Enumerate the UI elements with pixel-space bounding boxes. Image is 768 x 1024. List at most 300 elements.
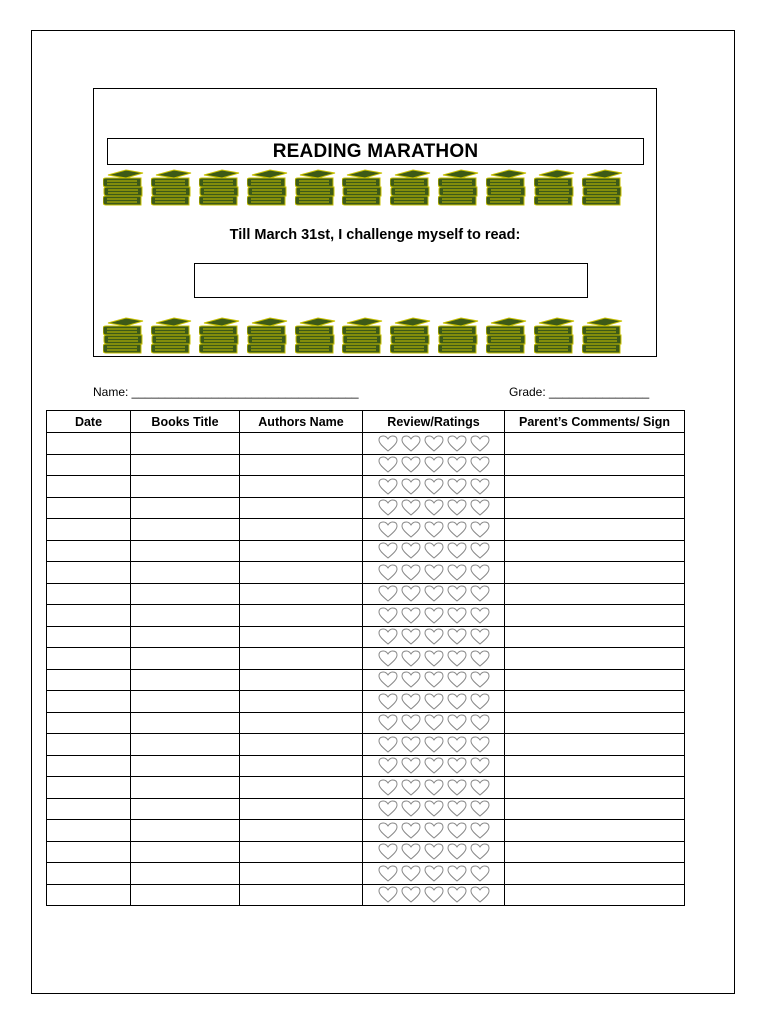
review-ratings-cell[interactable]: [363, 777, 505, 799]
books-title-cell[interactable]: [131, 454, 240, 476]
authors-name-cell[interactable]: [240, 497, 363, 519]
heart-rating-icon[interactable]: [424, 585, 444, 602]
table-row: [47, 476, 685, 498]
heart-rating-icon[interactable]: [470, 800, 490, 817]
authors-name-cell[interactable]: [240, 626, 363, 648]
review-ratings-cell[interactable]: [363, 712, 505, 734]
heart-rating-icon[interactable]: [447, 456, 467, 473]
heart-rating-icon[interactable]: [470, 478, 490, 495]
heart-rating-icon[interactable]: [470, 822, 490, 839]
heart-rating-icon[interactable]: [401, 843, 421, 860]
books-title-cell[interactable]: [131, 798, 240, 820]
review-ratings-cell[interactable]: [363, 626, 505, 648]
heart-rating-icon[interactable]: [401, 757, 421, 774]
table-row: [47, 433, 685, 455]
book-stack-icon: [103, 169, 144, 207]
heart-rating-group: [363, 498, 504, 519]
book-stack-icon: [582, 169, 623, 207]
parents-comments-cell[interactable]: [505, 540, 685, 562]
table-row: [47, 841, 685, 863]
book-stack-icon: [486, 317, 527, 355]
table-row: [47, 626, 685, 648]
heart-rating-icon[interactable]: [401, 521, 421, 538]
heart-rating-icon[interactable]: [401, 542, 421, 559]
heart-rating-icon[interactable]: [378, 628, 398, 645]
heart-rating-icon[interactable]: [447, 542, 467, 559]
table-row: [47, 497, 685, 519]
heart-rating-icon[interactable]: [401, 628, 421, 645]
date-cell[interactable]: [47, 583, 131, 605]
authors-name-cell[interactable]: [240, 669, 363, 691]
heart-rating-icon[interactable]: [447, 435, 467, 452]
authors-name-cell[interactable]: [240, 433, 363, 455]
heart-rating-icon[interactable]: [401, 714, 421, 731]
review-ratings-cell[interactable]: [363, 755, 505, 777]
date-cell[interactable]: [47, 712, 131, 734]
heart-rating-icon[interactable]: [470, 671, 490, 688]
heart-rating-icon[interactable]: [378, 542, 398, 559]
parents-comments-cell[interactable]: [505, 669, 685, 691]
heart-rating-icon[interactable]: [470, 714, 490, 731]
review-ratings-cell[interactable]: [363, 497, 505, 519]
authors-name-cell[interactable]: [240, 841, 363, 863]
parents-comments-cell[interactable]: [505, 712, 685, 734]
authors-name-cell[interactable]: [240, 712, 363, 734]
heart-rating-icon[interactable]: [378, 671, 398, 688]
heart-rating-icon[interactable]: [447, 585, 467, 602]
challenge-text: Till March 31st, I challenge myself to read:: [229, 227, 521, 243]
heart-rating-icon[interactable]: [447, 607, 467, 624]
heart-rating-icon[interactable]: [424, 822, 444, 839]
books-title-cell[interactable]: [131, 712, 240, 734]
table-row: [47, 519, 685, 541]
heart-rating-icon[interactable]: [378, 456, 398, 473]
heart-rating-icon[interactable]: [447, 499, 467, 516]
authors-name-cell[interactable]: [240, 562, 363, 584]
heart-rating-icon[interactable]: [470, 456, 490, 473]
book-stack-icon: [486, 169, 527, 207]
books-title-cell[interactable]: [131, 433, 240, 455]
books-title-cell[interactable]: [131, 605, 240, 627]
table-row: [47, 562, 685, 584]
heart-rating-icon[interactable]: [401, 564, 421, 581]
date-cell[interactable]: [47, 626, 131, 648]
heart-rating-icon[interactable]: [378, 800, 398, 817]
book-stack-icon: [438, 317, 479, 355]
heart-rating-icon[interactable]: [447, 671, 467, 688]
books-title-cell[interactable]: [131, 884, 240, 906]
heart-rating-group: [363, 562, 504, 583]
books-title-cell[interactable]: [131, 669, 240, 691]
book-stack-icon: [390, 317, 431, 355]
table-row: [47, 755, 685, 777]
heart-rating-icon[interactable]: [424, 671, 444, 688]
heart-rating-group: [363, 433, 504, 454]
heart-rating-icon[interactable]: [424, 456, 444, 473]
book-stack-icon: [199, 317, 240, 355]
heart-rating-icon[interactable]: [470, 779, 490, 796]
table-row: [47, 583, 685, 605]
heart-rating-icon[interactable]: [424, 865, 444, 882]
parents-comments-cell[interactable]: [505, 605, 685, 627]
heart-rating-icon[interactable]: [447, 521, 467, 538]
heart-rating-icon[interactable]: [424, 800, 444, 817]
parents-comments-cell[interactable]: [505, 433, 685, 455]
heart-rating-group: [363, 734, 504, 755]
heart-rating-group: [363, 627, 504, 648]
heart-rating-icon[interactable]: [424, 478, 444, 495]
date-cell[interactable]: [47, 540, 131, 562]
parents-comments-cell[interactable]: [505, 454, 685, 476]
heart-rating-group: [363, 455, 504, 476]
review-ratings-cell[interactable]: [363, 519, 505, 541]
parents-comments-cell[interactable]: [505, 691, 685, 713]
heart-rating-icon[interactable]: [424, 693, 444, 710]
table-row: [47, 648, 685, 670]
authors-name-cell[interactable]: [240, 605, 363, 627]
parents-comments-cell[interactable]: [505, 562, 685, 584]
heart-rating-icon[interactable]: [424, 779, 444, 796]
table-row: [47, 669, 685, 691]
table-body: [47, 433, 685, 906]
authors-name-cell[interactable]: [240, 734, 363, 756]
parents-comments-cell[interactable]: [505, 519, 685, 541]
heart-rating-group: [363, 670, 504, 691]
heart-rating-group: [363, 605, 504, 626]
authors-name-cell[interactable]: [240, 884, 363, 906]
heart-rating-group: [363, 777, 504, 798]
parents-comments-cell[interactable]: [505, 777, 685, 799]
heart-rating-icon[interactable]: [378, 650, 398, 667]
heart-rating-icon[interactable]: [401, 886, 421, 903]
heart-rating-icon[interactable]: [470, 435, 490, 452]
books-title-cell[interactable]: [131, 562, 240, 584]
name-field[interactable]: Name: __________________________________: [93, 385, 359, 399]
date-cell[interactable]: [47, 519, 131, 541]
reading-goal-box[interactable]: [194, 263, 588, 298]
books-title-cell[interactable]: [131, 626, 240, 648]
table-row: [47, 884, 685, 906]
heart-rating-icon[interactable]: [378, 564, 398, 581]
review-ratings-cell[interactable]: [363, 562, 505, 584]
table-row: [47, 605, 685, 627]
heart-rating-group: [363, 541, 504, 562]
heart-rating-icon[interactable]: [378, 478, 398, 495]
books-title-cell[interactable]: [131, 691, 240, 713]
heart-rating-group: [363, 756, 504, 777]
heart-rating-icon[interactable]: [424, 628, 444, 645]
parents-comments-cell[interactable]: [505, 863, 685, 885]
heart-rating-icon[interactable]: [401, 456, 421, 473]
table-row: [47, 777, 685, 799]
date-cell[interactable]: [47, 777, 131, 799]
heart-rating-icon[interactable]: [378, 736, 398, 753]
authors-name-cell[interactable]: [240, 777, 363, 799]
authors-name-cell[interactable]: [240, 540, 363, 562]
heart-rating-icon[interactable]: [378, 822, 398, 839]
heart-rating-group: [363, 476, 504, 497]
date-cell[interactable]: [47, 562, 131, 584]
heart-rating-icon[interactable]: [424, 521, 444, 538]
column-header-review-ratings: Review/Ratings: [363, 411, 505, 433]
heart-rating-icon[interactable]: [424, 435, 444, 452]
heart-rating-icon[interactable]: [424, 886, 444, 903]
date-cell[interactable]: [47, 476, 131, 498]
books-title-cell[interactable]: [131, 540, 240, 562]
heart-rating-icon[interactable]: [447, 693, 467, 710]
heart-rating-group: [363, 842, 504, 863]
heart-rating-icon[interactable]: [447, 628, 467, 645]
heart-rating-icon[interactable]: [447, 800, 467, 817]
parents-comments-cell[interactable]: [505, 884, 685, 906]
heart-rating-icon[interactable]: [378, 779, 398, 796]
date-cell[interactable]: [47, 497, 131, 519]
heart-rating-icon[interactable]: [447, 714, 467, 731]
books-title-cell[interactable]: [131, 583, 240, 605]
column-header-parents-comments: Parent’s Comments/ Sign: [505, 411, 685, 433]
review-ratings-cell[interactable]: [363, 540, 505, 562]
heart-rating-icon[interactable]: [447, 736, 467, 753]
books-title-cell[interactable]: [131, 755, 240, 777]
authors-name-cell[interactable]: [240, 863, 363, 885]
parents-comments-cell[interactable]: [505, 476, 685, 498]
heart-rating-icon[interactable]: [470, 650, 490, 667]
books-title-cell[interactable]: [131, 863, 240, 885]
heart-rating-icon[interactable]: [378, 499, 398, 516]
authors-name-cell[interactable]: [240, 755, 363, 777]
date-cell[interactable]: [47, 798, 131, 820]
authors-name-cell[interactable]: [240, 798, 363, 820]
review-ratings-cell[interactable]: [363, 454, 505, 476]
heart-rating-icon[interactable]: [424, 714, 444, 731]
heart-rating-icon[interactable]: [424, 607, 444, 624]
book-icon-row-top: [103, 169, 623, 207]
date-cell[interactable]: [47, 841, 131, 863]
books-title-cell[interactable]: [131, 497, 240, 519]
review-ratings-cell[interactable]: [363, 648, 505, 670]
books-title-cell[interactable]: [131, 519, 240, 541]
books-title-cell[interactable]: [131, 648, 240, 670]
heart-rating-icon[interactable]: [470, 757, 490, 774]
table-row: [47, 454, 685, 476]
review-ratings-cell[interactable]: [363, 863, 505, 885]
heart-rating-icon[interactable]: [424, 499, 444, 516]
book-stack-icon: [438, 169, 479, 207]
parents-comments-cell[interactable]: [505, 583, 685, 605]
parents-comments-cell[interactable]: [505, 648, 685, 670]
heart-rating-icon[interactable]: [401, 800, 421, 817]
book-stack-icon: [247, 169, 288, 207]
review-ratings-cell[interactable]: [363, 691, 505, 713]
parents-comments-cell[interactable]: [505, 798, 685, 820]
reading-log-table: [46, 410, 685, 906]
heart-rating-icon[interactable]: [470, 542, 490, 559]
heart-rating-icon[interactable]: [470, 607, 490, 624]
books-title-cell[interactable]: [131, 820, 240, 842]
date-cell[interactable]: [47, 669, 131, 691]
authors-name-cell[interactable]: [240, 476, 363, 498]
authors-name-cell[interactable]: [240, 519, 363, 541]
heart-rating-icon[interactable]: [470, 499, 490, 516]
table-row: [47, 540, 685, 562]
heart-rating-group: [363, 885, 504, 906]
heart-rating-icon[interactable]: [401, 607, 421, 624]
table-row: [47, 820, 685, 842]
heart-rating-icon[interactable]: [401, 822, 421, 839]
heart-rating-icon[interactable]: [447, 650, 467, 667]
date-cell[interactable]: [47, 454, 131, 476]
heart-rating-icon[interactable]: [401, 499, 421, 516]
heart-rating-icon[interactable]: [447, 886, 467, 903]
banner-title: READING MARATHON: [107, 138, 644, 165]
heart-rating-icon[interactable]: [378, 693, 398, 710]
heart-rating-group: [363, 713, 504, 734]
books-title-cell[interactable]: [131, 777, 240, 799]
book-stack-icon: [247, 317, 288, 355]
book-stack-icon: [342, 169, 383, 207]
heart-rating-icon[interactable]: [401, 585, 421, 602]
book-stack-icon: [199, 169, 240, 207]
review-ratings-cell[interactable]: [363, 583, 505, 605]
heart-rating-icon[interactable]: [424, 564, 444, 581]
book-stack-icon: [534, 169, 575, 207]
heart-rating-icon[interactable]: [378, 886, 398, 903]
review-ratings-cell[interactable]: [363, 820, 505, 842]
heart-rating-icon[interactable]: [447, 822, 467, 839]
heart-rating-icon[interactable]: [447, 779, 467, 796]
review-ratings-cell[interactable]: [363, 433, 505, 455]
date-cell[interactable]: [47, 433, 131, 455]
book-stack-icon: [342, 317, 383, 355]
review-ratings-cell[interactable]: [363, 669, 505, 691]
date-cell[interactable]: [47, 691, 131, 713]
heart-rating-icon[interactable]: [447, 478, 467, 495]
review-ratings-cell[interactable]: [363, 734, 505, 756]
heart-rating-icon[interactable]: [378, 757, 398, 774]
heart-rating-icon[interactable]: [401, 693, 421, 710]
heart-rating-icon[interactable]: [378, 865, 398, 882]
date-cell[interactable]: [47, 884, 131, 906]
column-header-authors-name: Authors Name: [240, 411, 363, 433]
heart-rating-icon[interactable]: [424, 650, 444, 667]
heart-rating-icon[interactable]: [447, 865, 467, 882]
authors-name-cell[interactable]: [240, 820, 363, 842]
date-cell[interactable]: [47, 820, 131, 842]
date-cell[interactable]: [47, 734, 131, 756]
parents-comments-cell[interactable]: [505, 734, 685, 756]
heart-rating-icon[interactable]: [447, 564, 467, 581]
table-row: [47, 798, 685, 820]
date-cell[interactable]: [47, 755, 131, 777]
authors-name-cell[interactable]: [240, 648, 363, 670]
authors-name-cell[interactable]: [240, 454, 363, 476]
heart-rating-group: [363, 648, 504, 669]
heart-rating-group: [363, 799, 504, 820]
heart-rating-icon[interactable]: [401, 478, 421, 495]
review-ratings-cell[interactable]: [363, 798, 505, 820]
heart-rating-group: [363, 584, 504, 605]
heart-rating-group: [363, 863, 504, 884]
date-cell[interactable]: [47, 605, 131, 627]
heart-rating-icon[interactable]: [447, 843, 467, 860]
heart-rating-icon[interactable]: [378, 585, 398, 602]
column-header-date: Date: [47, 411, 131, 433]
heart-rating-icon[interactable]: [470, 843, 490, 860]
heart-rating-icon[interactable]: [470, 628, 490, 645]
reading-marathon-banner: [93, 88, 657, 357]
book-stack-icon: [534, 317, 575, 355]
book-stack-icon: [151, 169, 192, 207]
book-stack-icon: [103, 317, 144, 355]
books-title-cell[interactable]: [131, 476, 240, 498]
review-ratings-cell[interactable]: [363, 476, 505, 498]
review-ratings-cell[interactable]: [363, 884, 505, 906]
table-header-row: [47, 411, 685, 433]
heart-rating-icon[interactable]: [470, 886, 490, 903]
grade-field[interactable]: Grade: _______________: [509, 385, 650, 399]
authors-name-cell[interactable]: [240, 583, 363, 605]
heart-rating-icon[interactable]: [401, 779, 421, 796]
heart-rating-icon[interactable]: [424, 736, 444, 753]
authors-name-cell[interactable]: [240, 691, 363, 713]
book-stack-icon: [295, 317, 336, 355]
heart-rating-icon[interactable]: [470, 564, 490, 581]
heart-rating-icon[interactable]: [470, 693, 490, 710]
parents-comments-cell[interactable]: [505, 755, 685, 777]
table-row: [47, 712, 685, 734]
review-ratings-cell[interactable]: [363, 605, 505, 627]
heart-rating-icon[interactable]: [447, 757, 467, 774]
heart-rating-icon[interactable]: [470, 865, 490, 882]
books-title-cell[interactable]: [131, 734, 240, 756]
parents-comments-cell[interactable]: [505, 497, 685, 519]
heart-rating-icon[interactable]: [378, 843, 398, 860]
heart-rating-icon[interactable]: [378, 607, 398, 624]
heart-rating-icon[interactable]: [378, 714, 398, 731]
heart-rating-icon[interactable]: [470, 521, 490, 538]
parents-comments-cell[interactable]: [505, 841, 685, 863]
heart-rating-icon[interactable]: [424, 843, 444, 860]
books-title-cell[interactable]: [131, 841, 240, 863]
heart-rating-icon[interactable]: [401, 865, 421, 882]
column-header-books-title: Books Title: [131, 411, 240, 433]
book-icon-row-bottom: [103, 317, 623, 355]
book-stack-icon: [295, 169, 336, 207]
heart-rating-icon[interactable]: [378, 521, 398, 538]
parents-comments-cell[interactable]: [505, 820, 685, 842]
table-row: [47, 863, 685, 885]
heart-rating-icon[interactable]: [470, 585, 490, 602]
heart-rating-group: [363, 691, 504, 712]
heart-rating-icon[interactable]: [470, 736, 490, 753]
heart-rating-icon[interactable]: [401, 650, 421, 667]
heart-rating-group: [363, 820, 504, 841]
heart-rating-icon[interactable]: [424, 542, 444, 559]
heart-rating-icon[interactable]: [424, 757, 444, 774]
heart-rating-icon[interactable]: [401, 435, 421, 452]
heart-rating-icon[interactable]: [401, 736, 421, 753]
book-stack-icon: [390, 169, 431, 207]
book-stack-icon: [151, 317, 192, 355]
table-row: [47, 691, 685, 713]
parents-comments-cell[interactable]: [505, 626, 685, 648]
date-cell[interactable]: [47, 863, 131, 885]
heart-rating-icon[interactable]: [378, 435, 398, 452]
book-stack-icon: [582, 317, 623, 355]
review-ratings-cell[interactable]: [363, 841, 505, 863]
date-cell[interactable]: [47, 648, 131, 670]
heart-rating-icon[interactable]: [401, 671, 421, 688]
